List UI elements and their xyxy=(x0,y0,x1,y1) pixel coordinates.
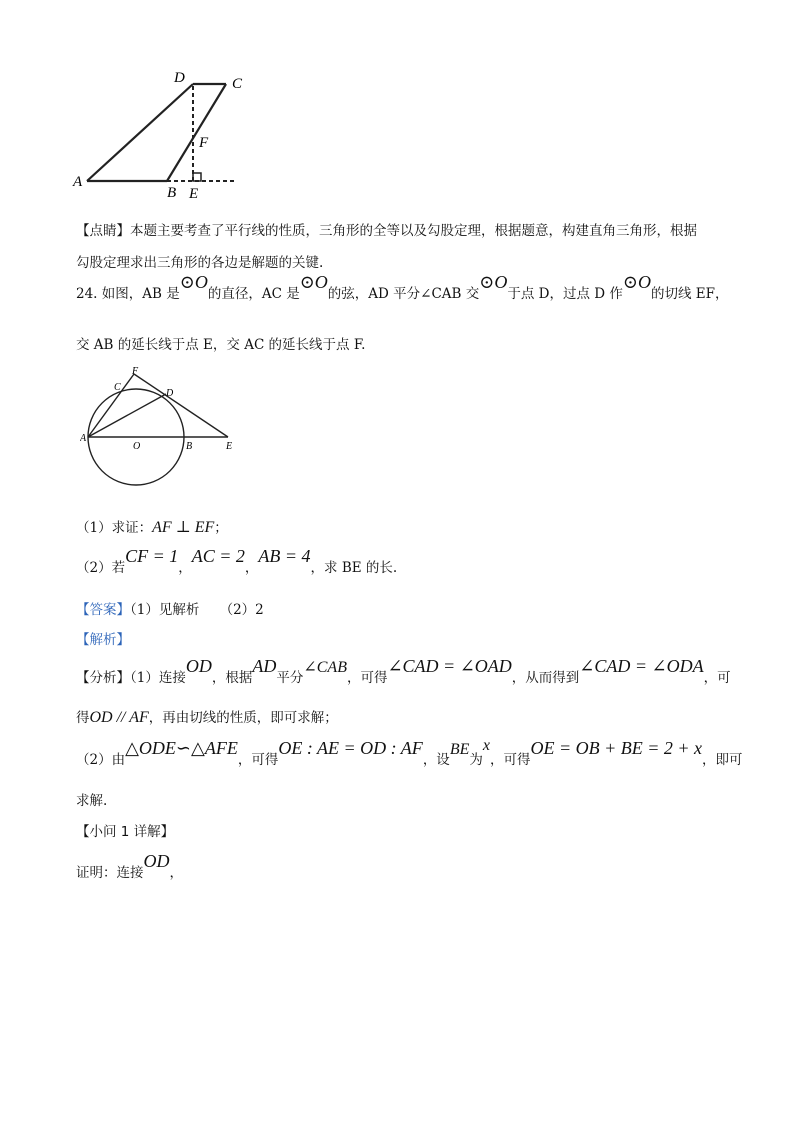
math-od: OD xyxy=(185,656,212,676)
label-b: B xyxy=(167,185,177,200)
answer-text: （1）见解析 （2）2 xyxy=(130,602,264,618)
problem-text-3: 的弦，AD 平分∠CAB 交 xyxy=(327,286,480,302)
math-eq-2: ∠CAD = ∠ODA xyxy=(579,656,704,676)
analysis-text-a3: 平分 xyxy=(276,670,304,686)
expr-ab: AB = 4 xyxy=(258,546,311,566)
math-be: BE xyxy=(449,741,470,758)
analysis-text-c5: ，可得 xyxy=(489,752,531,768)
expr-ac: AC = 2 xyxy=(191,546,245,566)
question-1-expr: AF ⊥ EF xyxy=(152,519,215,536)
proof-text-1: 证明：连接 xyxy=(76,865,144,881)
sep-1: ， xyxy=(178,560,192,576)
answer-tag: 【答案】 xyxy=(76,602,130,618)
answer-line xyxy=(76,598,264,618)
problem-text-1: AB 是 xyxy=(142,286,180,302)
analysis-text-c4: 为 xyxy=(469,752,483,768)
circle-o-2: ⊙O xyxy=(299,272,328,292)
analysis-text-c2: ，可得 xyxy=(237,752,279,768)
expr-cf: CF = 1 xyxy=(125,546,179,566)
segment-af xyxy=(88,374,134,437)
analysis-text-a4: ，可得 xyxy=(346,670,388,686)
label-a: A xyxy=(73,174,83,190)
label-c: C xyxy=(114,382,121,393)
math-eq-3: OE = OB + BE = 2 + x xyxy=(530,738,703,758)
math-similar: △ODE∽△AFE xyxy=(125,738,238,758)
circle-o-4: ⊙O xyxy=(622,272,651,292)
analysis-text-a5: ，从而得到 xyxy=(511,670,580,686)
analysis-text-a2: ，根据 xyxy=(211,670,253,686)
detail-tag: 【小问 1 详解】 xyxy=(76,824,175,840)
problem-line-1 xyxy=(76,272,729,303)
analysis-line-4 xyxy=(76,789,107,809)
label-f: F xyxy=(199,135,209,151)
question-2 xyxy=(76,546,398,577)
label-f: F xyxy=(132,366,139,377)
question-1-prefix: （1）求证： xyxy=(76,520,153,536)
analysis-line-3 xyxy=(76,737,743,769)
question-1 xyxy=(76,516,228,537)
analysis-line-2 xyxy=(76,706,338,727)
problem-text-2: 的直径，AC 是 xyxy=(207,286,300,302)
label-c: C xyxy=(232,76,243,92)
proof-text-2: ， xyxy=(169,865,183,881)
math-x: x xyxy=(482,737,490,754)
problem-line-2 xyxy=(76,333,365,353)
sep-2: ， xyxy=(244,560,259,576)
question-2-suffix: ，求 BE 的长. xyxy=(310,560,398,576)
segment-ad xyxy=(88,394,166,437)
jiexi-tag: 【解析】 xyxy=(76,632,130,648)
proof-math-od: OD xyxy=(143,851,170,871)
question-2-prefix: （2）若 xyxy=(76,560,126,576)
question-1-suffix: ； xyxy=(214,520,228,536)
figure-circle-tangent xyxy=(80,366,240,486)
label-e: E xyxy=(226,441,233,452)
comment-tag: 【点睛】 xyxy=(76,223,130,239)
math-ad: AD xyxy=(252,656,277,676)
analysis-text-a1: （1）连接 xyxy=(130,670,186,686)
problem-text-6: 交 AB 的延长线于点 E，交 AC 的延长线于点 F. xyxy=(76,337,366,353)
math-angle-cab: ∠CAB xyxy=(303,659,347,676)
proof-line xyxy=(76,851,183,882)
comment-line-2 xyxy=(76,251,323,271)
detail-line xyxy=(76,820,174,840)
label-d: D xyxy=(174,70,185,86)
analysis-text-b1: 得 xyxy=(76,710,90,726)
math-parallel: OD // AF xyxy=(89,709,149,726)
analysis-line-1 xyxy=(76,656,731,687)
problem-text-4: 于点 D，过点 D 作 xyxy=(507,286,623,302)
comment-line-1 xyxy=(76,219,697,239)
analysis-text-c6: ，即可 xyxy=(702,752,743,768)
right-angle-mark xyxy=(193,173,201,181)
figure-parallelogram xyxy=(70,68,250,200)
circle-o-1: ⊙O xyxy=(179,272,208,292)
tangent-ef xyxy=(134,374,228,437)
analysis-text-b2: ，再由切线的性质，即可求解； xyxy=(148,710,338,726)
math-ratio: OE : AE = OD : AF xyxy=(278,738,423,758)
label-b: B xyxy=(186,441,193,452)
analysis-text-c1: （2）由 xyxy=(76,752,126,768)
label-o: O xyxy=(133,441,141,452)
circle-o-3: ⊙O xyxy=(479,272,508,292)
math-eq-1: ∠CAD = ∠OAD xyxy=(387,656,512,676)
analysis-tag: 【分析】 xyxy=(76,670,130,686)
label-e: E xyxy=(189,186,199,200)
comment-text-1: 本题主要考查了平行线的性质，三角形的全等以及勾股定理，根据题意，构建直角三角形，根据 xyxy=(130,223,697,239)
analysis-text-c3: ，设 xyxy=(422,752,450,768)
analysis-text-a6: ，可 xyxy=(703,670,731,686)
problem-number: 24. 如图， xyxy=(76,286,143,302)
label-d: D xyxy=(166,388,174,399)
label-a: A xyxy=(80,433,87,444)
analysis-text-d1: 求解. xyxy=(76,793,108,809)
comment-text-2: 勾股定理求出三角形的各边是解题的关键. xyxy=(76,255,324,271)
jiexi-line xyxy=(76,628,130,648)
problem-text-5: 的切线 EF， xyxy=(650,286,729,302)
